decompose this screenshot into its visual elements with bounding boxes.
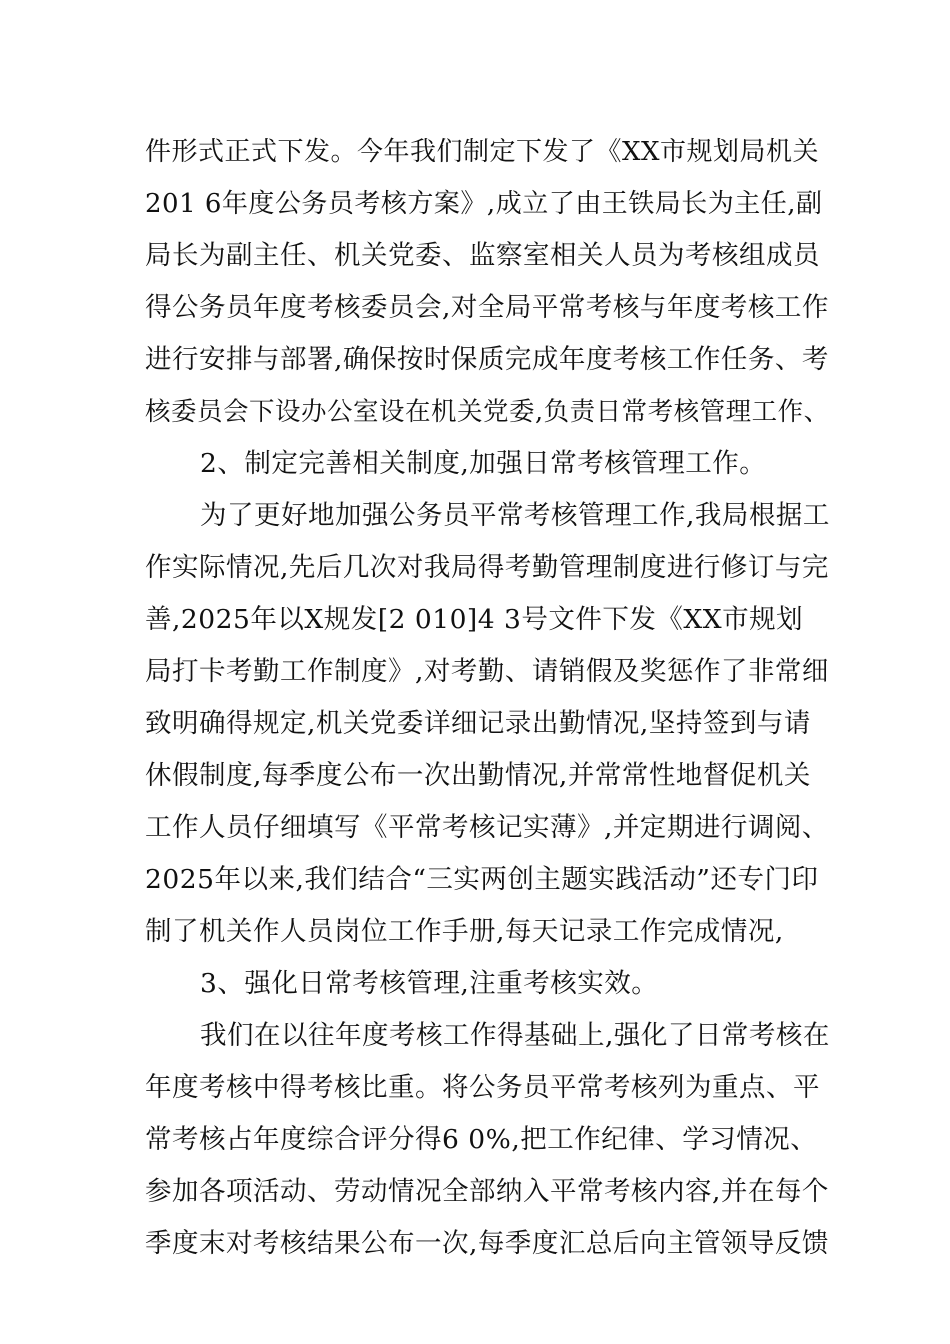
text-line: 局长为副主任、机关党委、监察室相关人员为考核组成员: [145, 240, 820, 271]
text-line: 作实际情况,先后几次对我局得考勤管理制度进行修订与完: [145, 552, 829, 583]
text-line: 我们在以往年度考核工作得基础上,强化了日常考核在: [200, 1020, 830, 1051]
text-line: 件形式正式下发。今年我们制定下发了《XX市规划局机关: [145, 137, 820, 167]
text-line: 致明确得规定,机关党委详细记录出勤情况,坚持签到与请: [145, 708, 811, 739]
text-line: 休假制度,每季度公布一次出勤情况,并常常性地督促机关: [145, 760, 811, 791]
text-line: 制了机关作人员岗位工作手册,每天记录工作完成情况,: [145, 916, 784, 947]
text-line: 2025年以来,我们结合“三实两创主题实践活动”还专门印: [145, 864, 819, 895]
text-line: 工作人员仔细填写《平常考核记实薄》,并定期进行调阅、: [145, 812, 829, 843]
section-heading: 2、制定完善相关制度,加强日常考核管理工作。: [200, 448, 767, 479]
section-heading: 3、强化日常考核管理,注重考核实效。: [200, 968, 659, 999]
text-line: 得公务员年度考核委员会,对全局平常考核与年度考核工作: [145, 292, 829, 323]
text-line: 进行安排与部署,确保按时保质完成年度考核工作任务、考: [145, 344, 829, 375]
text-line: 常考核占年度综合评分得6 0%,把工作纪律、学习情况、: [145, 1124, 818, 1155]
text-line: 局打卡考勤工作制度》,对考勤、请销假及奖惩作了非常细: [145, 656, 829, 687]
text-line: 为了更好地加强公务员平常考核管理工作,我局根据工: [200, 500, 830, 531]
text-line: 201 6年度公务员考核方案》,成立了由王铁局长为主任,副: [145, 189, 823, 219]
text-line: 年度考核中得考核比重。将公务员平常考核列为重点、平: [145, 1072, 820, 1103]
text-line: 善,2025年以X规发[2 010]4 3号文件下发《XX市规划: [145, 604, 804, 635]
text-line: 核委员会下设办公室设在机关党委,负责日常考核管理工作、: [145, 397, 830, 427]
text-line: 参加各项活动、劳动情况全部纳入平常考核内容,并在每个: [145, 1176, 829, 1207]
text-line: 季度末对考核结果公布一次,每季度汇总后向主管领导反馈: [145, 1228, 829, 1259]
